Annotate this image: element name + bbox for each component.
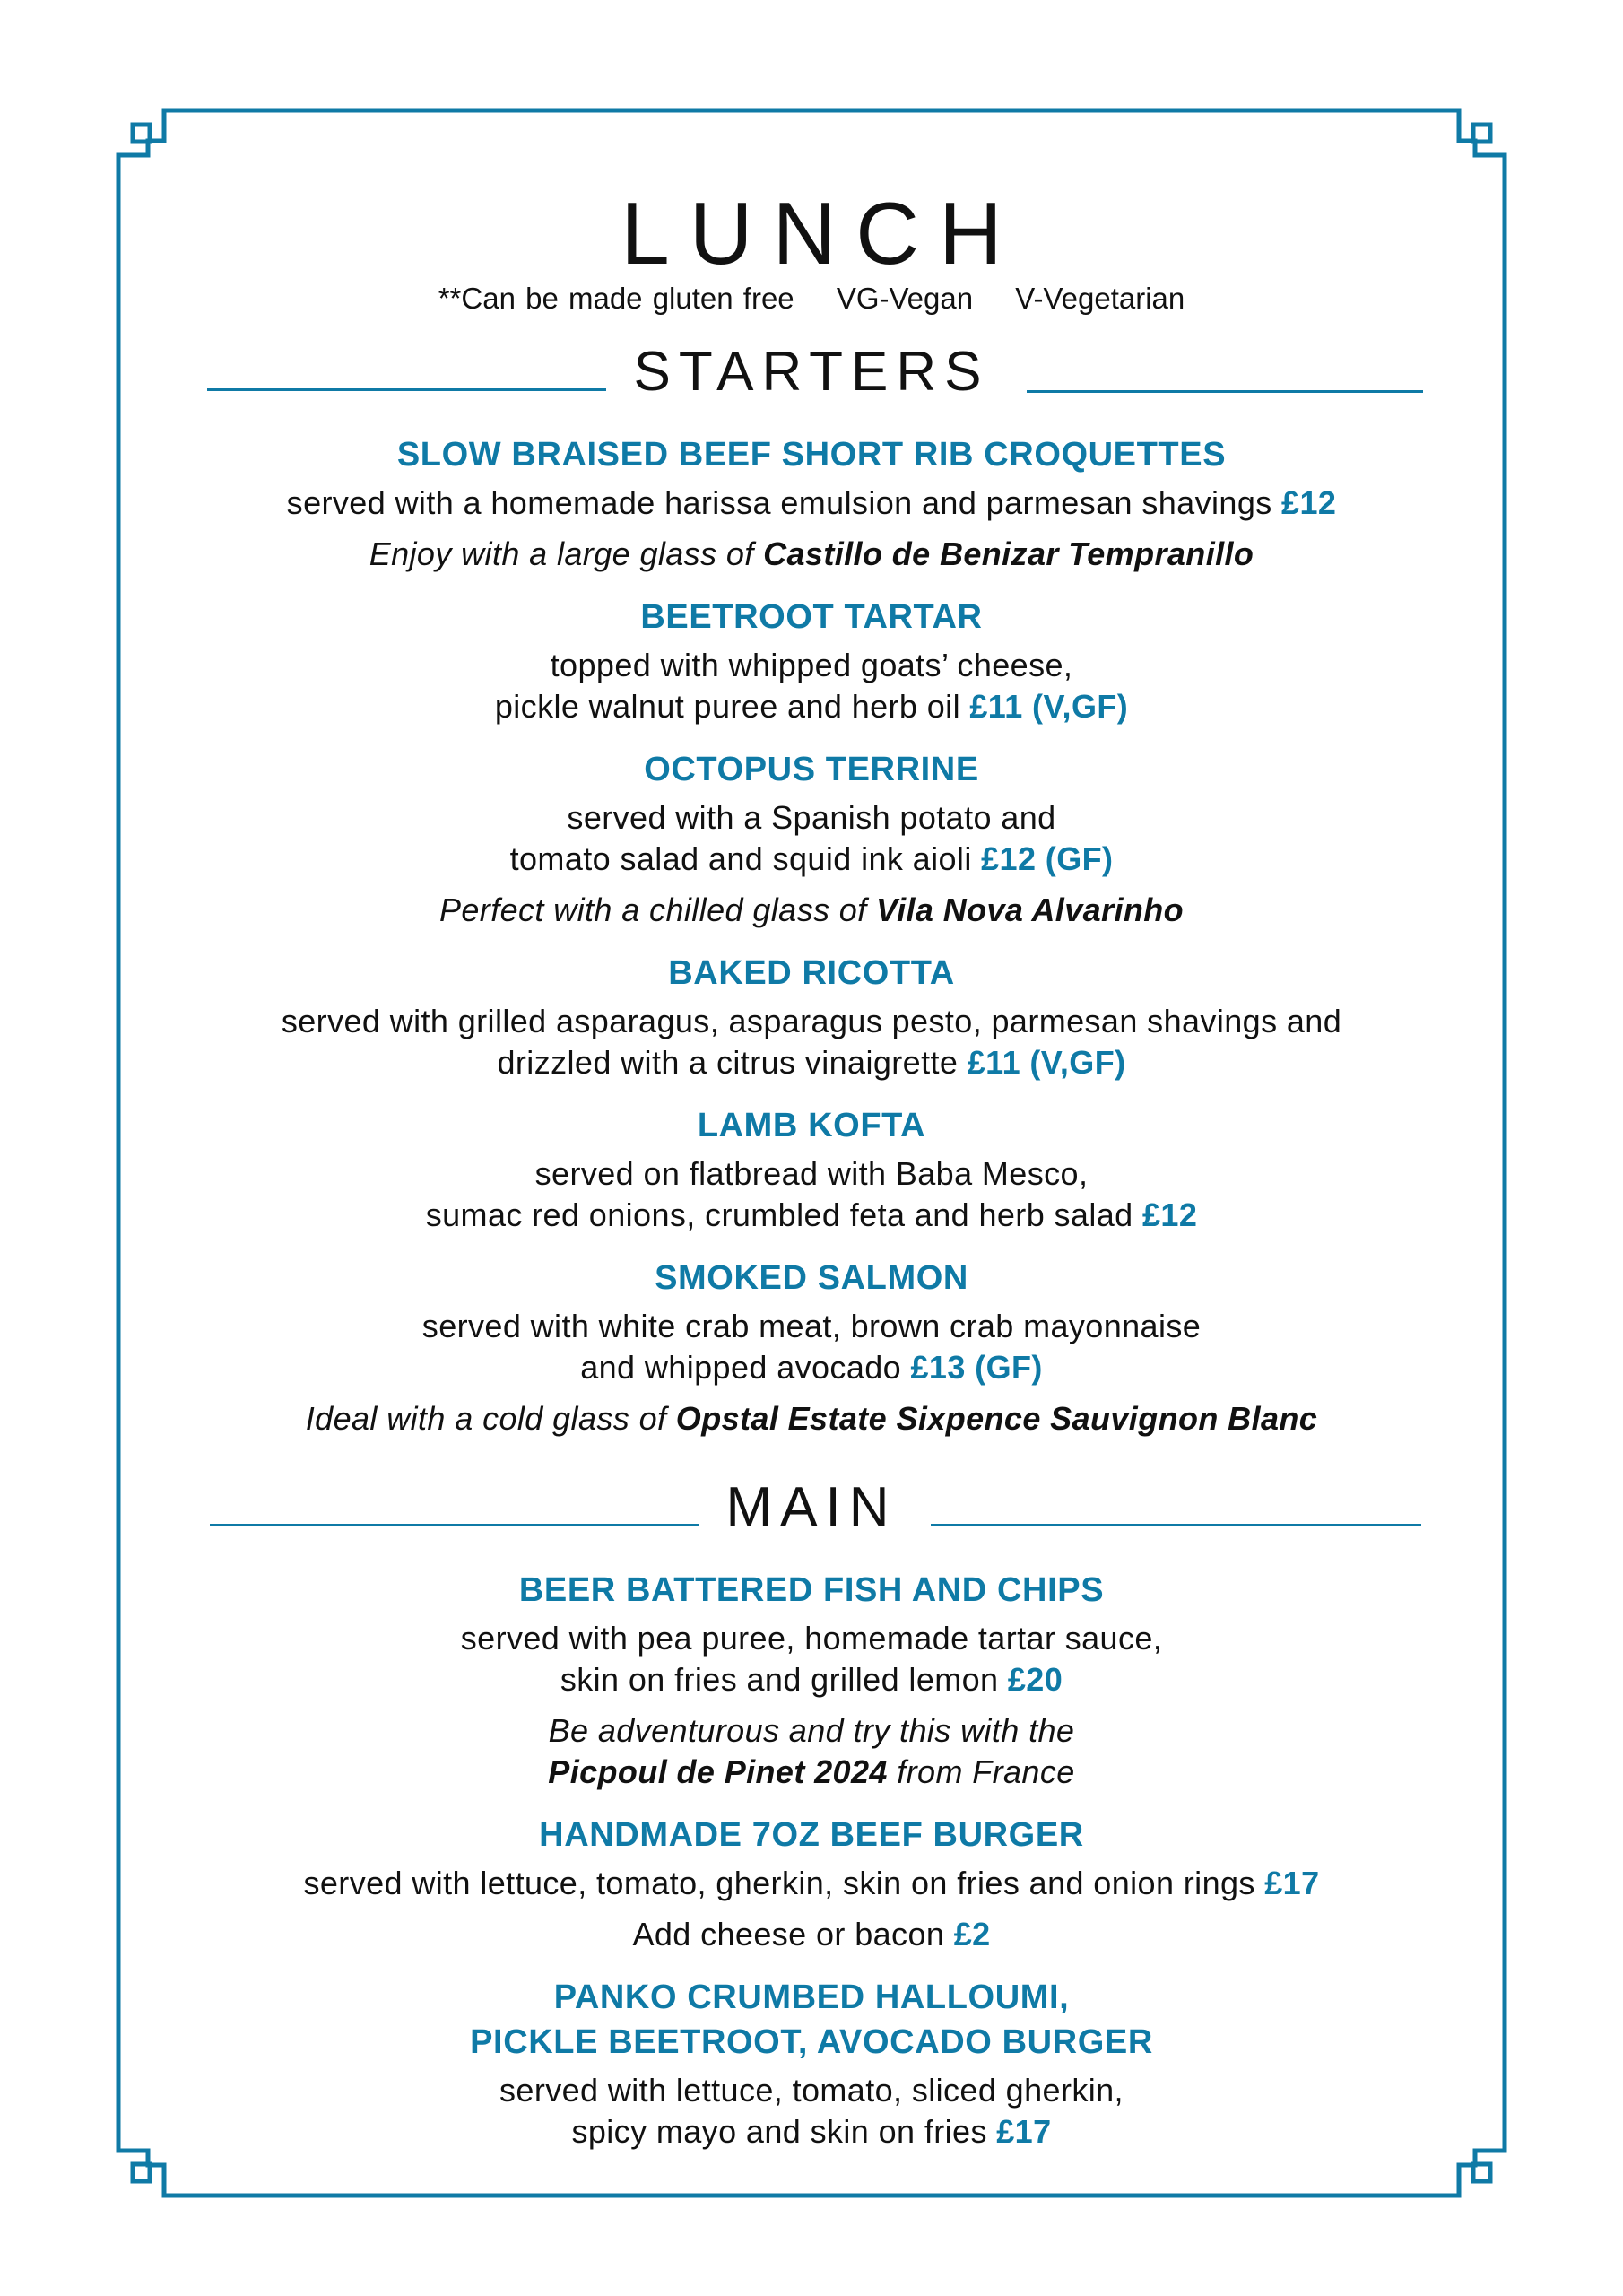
dish-name: [161, 1256, 1462, 1300]
dish-description: [161, 645, 1462, 686]
price: £12 (GF): [981, 840, 1114, 877]
price: £12: [1142, 1196, 1198, 1233]
menu-item: [161, 1103, 1462, 1236]
section-title: MAIN: [725, 1476, 898, 1538]
dish-description: [161, 2070, 1462, 2111]
dish-name: [161, 951, 1462, 996]
dish-name-line: PICKLE BEETROOT, AVOCADO BURGER: [470, 2023, 1153, 2061]
menu-title: LUNCH: [621, 184, 1022, 283]
price: £11 (V,GF): [969, 688, 1129, 725]
dish-description: [161, 1618, 1462, 1659]
dish-description: [161, 1001, 1462, 1042]
description-text: served with grilled asparagus, asparagus pesto, parmesan shavings and: [281, 1003, 1342, 1039]
wine-text: from France: [887, 1753, 1075, 1790]
wine-pairing: [161, 534, 1462, 575]
price: £17: [1264, 1865, 1320, 1901]
addon-price: £2: [953, 1916, 991, 1952]
wine-pairing: [161, 1398, 1462, 1439]
dish-description: [161, 1195, 1462, 1236]
dish-description: [161, 797, 1462, 839]
dish-description: [161, 839, 1462, 880]
section-title: STARTERS: [633, 341, 990, 403]
menu-item: [161, 1813, 1462, 1955]
dish-name-line: BEER BATTERED FISH AND CHIPS: [518, 1571, 1105, 1609]
wine-text: Ideal with a cold glass of: [305, 1400, 676, 1437]
dish-description: [161, 1863, 1462, 1904]
price: £12: [1281, 484, 1337, 521]
description-text: served with a Spanish potato and: [567, 799, 1056, 836]
menu-item: [161, 747, 1462, 931]
description-text: tomato salad and squid ink aioli: [509, 840, 972, 877]
dish-name-line: LAMB KOFTA: [697, 1107, 926, 1144]
dish-description: [161, 483, 1462, 524]
legend-gluten-free: **Can be made gluten free: [438, 282, 794, 315]
main-list: [161, 1568, 1462, 2172]
dish-description: [161, 1042, 1462, 1083]
description-text: served with a homemade harissa emulsion and parmesan shavings: [286, 484, 1272, 521]
dietary-legend: [0, 280, 1623, 317]
description-text: spicy mayo and skin on fries: [571, 2113, 987, 2150]
wine-name: Picpoul de Pinet 2024: [548, 1753, 888, 1790]
description-text: served with white crab meat, brown crab mayonnaise: [421, 1308, 1202, 1344]
dish-name: [161, 1103, 1462, 1148]
dish-name-line: HANDMADE 7OZ BEEF BURGER: [539, 1816, 1084, 1854]
dish-name-line: OCTOPUS TERRINE: [644, 751, 979, 788]
menu-item: [161, 595, 1462, 727]
wine-text: Perfect with a chilled glass of: [438, 891, 876, 928]
description-text: pickle walnut puree and herb oil: [494, 688, 960, 725]
description-text: skin on fries and grilled lemon: [560, 1661, 999, 1698]
menu-item: [161, 1568, 1462, 1793]
dish-name-line: SMOKED SALMON: [655, 1259, 968, 1297]
dish-name: [161, 1975, 1462, 2065]
legend-vegan: VG-Vegan: [836, 282, 974, 315]
menu-item: [161, 1975, 1462, 2152]
wine-name: Castillo de Benizar Tempranillo: [763, 535, 1254, 572]
dish-name-line: SLOW BRAISED BEEF SHORT RIB CROQUETTES: [396, 436, 1227, 474]
wine-text: Be adventurous and try this with the: [548, 1712, 1075, 1749]
dish-name: [161, 1813, 1462, 1857]
menu-item: [161, 951, 1462, 1083]
addon-text: Add cheese or bacon: [632, 1916, 945, 1952]
price: £13 (GF): [910, 1349, 1043, 1386]
description-text: sumac red onions, crumbled feta and herb salad: [425, 1196, 1133, 1233]
legend-vegetarian: V-Vegetarian: [1015, 282, 1185, 315]
description-text: topped with whipped goats’ cheese,: [550, 647, 1073, 683]
dish-name: [161, 747, 1462, 792]
dish-description: [161, 686, 1462, 727]
starters-list: [161, 432, 1462, 1459]
dish-description: [161, 1659, 1462, 1700]
wine-pairing: [161, 1710, 1462, 1752]
dish-description: [161, 1347, 1462, 1388]
description-text: served with lettuce, tomato, sliced gherkin,: [499, 2072, 1124, 2109]
wine-name: Opstal Estate Sixpence Sauvignon Blanc: [675, 1400, 1318, 1437]
dish-name-line: PANKO CRUMBED HALLOUMI,: [553, 1979, 1070, 2016]
dish-name: [161, 595, 1462, 639]
description-text: served with pea puree, homemade tartar sauce,: [460, 1620, 1163, 1657]
description-text: served on flatbread with Baba Mesco,: [534, 1155, 1089, 1192]
dish-name: [161, 1568, 1462, 1613]
price: £20: [1007, 1661, 1063, 1698]
wine-pairing: [161, 1752, 1462, 1793]
description-text: served with lettuce, tomato, gherkin, skin on fries and onion rings: [303, 1865, 1255, 1901]
menu-item: [161, 1256, 1462, 1439]
wine-pairing: [161, 890, 1462, 931]
dish-name-line: BEETROOT TARTAR: [640, 598, 983, 636]
menu-item: [161, 432, 1462, 575]
price: £11 (V,GF): [967, 1044, 1126, 1081]
description-text: drizzled with a citrus vinaigrette: [497, 1044, 959, 1081]
dish-name: [161, 432, 1462, 477]
section-header-starters: [0, 336, 1623, 408]
dish-description: [161, 2111, 1462, 2152]
dish-description: [161, 1306, 1462, 1347]
addon-option: [161, 1914, 1462, 1955]
section-header-main: [0, 1472, 1623, 1544]
description-text: and whipped avocado: [580, 1349, 902, 1386]
wine-name: Vila Nova Alvarinho: [876, 891, 1185, 928]
dish-description: [161, 1153, 1462, 1195]
price: £17: [996, 2113, 1052, 2150]
dish-name-line: BAKED RICOTTA: [668, 954, 955, 992]
wine-text: Enjoy with a large glass of: [369, 535, 764, 572]
